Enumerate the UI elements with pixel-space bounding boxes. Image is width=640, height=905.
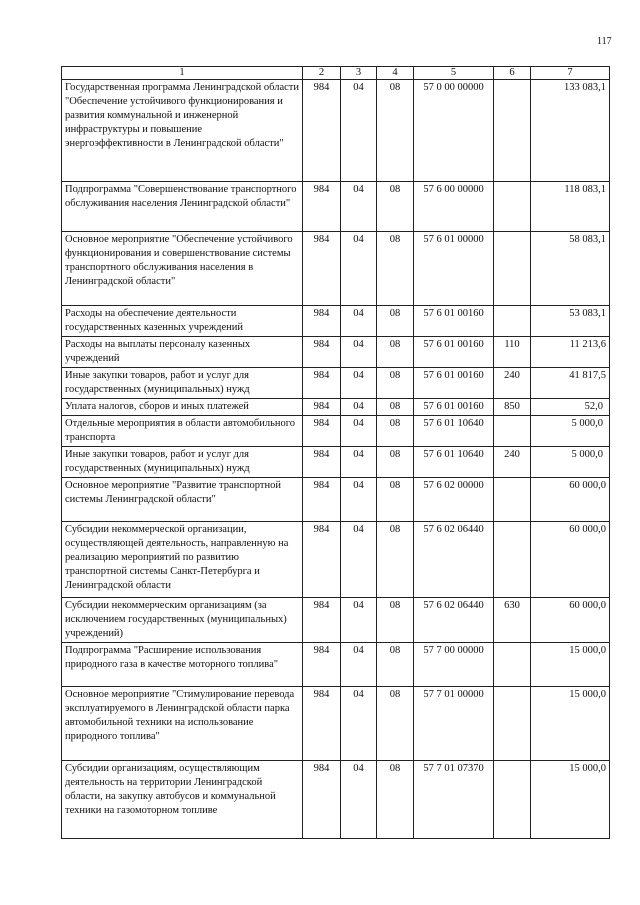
ministry-code: 984 — [303, 522, 341, 598]
section-code: 04 — [341, 598, 377, 643]
amount: 58 083,1 — [531, 232, 610, 306]
expense-type: 850 — [494, 399, 531, 416]
amount: 15 000,0 — [531, 761, 610, 839]
section-code: 04 — [341, 416, 377, 447]
target-code: 57 6 02 06440 — [414, 522, 494, 598]
table-row — [62, 478, 610, 522]
subsection-code: 08 — [377, 478, 414, 522]
table-row — [62, 447, 610, 478]
target-code: 57 6 01 10640 — [414, 416, 494, 447]
amount: 133 083,1 — [531, 80, 610, 182]
row-name: Субсидии некоммерческой организации, осуществляющей деятельность, направленную на реализацию мероприятий по развитию транспортной системы Санкт-Петербурга и Ленинградской области — [62, 522, 303, 598]
subsection-code: 08 — [377, 522, 414, 598]
table-row — [62, 598, 610, 643]
ministry-code: 984 — [303, 368, 341, 399]
subsection-code: 08 — [377, 598, 414, 643]
section-code: 04 — [341, 761, 377, 839]
table-row — [62, 368, 610, 399]
expense-type — [494, 80, 531, 182]
target-code: 57 7 01 07370 — [414, 761, 494, 839]
row-name: Субсидии некоммерческим организациям (за исключением государственных (муниципальных) учреждений) — [62, 598, 303, 643]
budget-table — [61, 66, 610, 839]
ministry-code: 984 — [303, 416, 341, 447]
row-name: Расходы на выплаты персоналу казенных учреждений — [62, 337, 303, 368]
table-row — [62, 643, 610, 687]
target-code: 57 6 02 00000 — [414, 478, 494, 522]
section-code: 04 — [341, 522, 377, 598]
expense-type: 240 — [494, 447, 531, 478]
section-code: 04 — [341, 232, 377, 306]
target-code: 57 6 02 06440 — [414, 598, 494, 643]
row-name: Уплата налогов, сборов и иных платежей — [62, 399, 303, 416]
subsection-code: 08 — [377, 337, 414, 368]
section-code: 04 — [341, 447, 377, 478]
target-code: 57 0 00 00000 — [414, 80, 494, 182]
table-row — [62, 399, 610, 416]
expense-type — [494, 478, 531, 522]
column-header: 4 — [377, 67, 414, 80]
subsection-code: 08 — [377, 232, 414, 306]
column-header: 5 — [414, 67, 494, 80]
row-name: Основное мероприятие "Обеспечение устойчивого функционирования и совершенствование системы транспортного обслуживания населения в Ленинградской области" — [62, 232, 303, 306]
expense-type — [494, 232, 531, 306]
target-code: 57 6 01 00160 — [414, 306, 494, 337]
target-code: 57 6 01 00000 — [414, 232, 494, 306]
expense-type — [494, 643, 531, 687]
expense-type — [494, 687, 531, 761]
subsection-code: 08 — [377, 80, 414, 182]
row-name: Государственная программа Ленинградской области "Обеспечение устойчивого функционирования и развития коммунальной и инженерной инфраструктуры и повышение энергоэффективности в Ленинградской области" — [62, 80, 303, 182]
ministry-code: 984 — [303, 643, 341, 687]
ministry-code: 984 — [303, 232, 341, 306]
column-header: 6 — [494, 67, 531, 80]
column-header: 1 — [62, 67, 303, 80]
amount: 15 000,0 — [531, 687, 610, 761]
subsection-code: 08 — [377, 687, 414, 761]
column-header: 7 — [531, 67, 610, 80]
subsection-code: 08 — [377, 447, 414, 478]
subsection-code: 08 — [377, 416, 414, 447]
row-name: Основное мероприятие "Стимулирование перевода эксплуатируемого в Ленинградской области парка автомобильной техники на использование природного топлива" — [62, 687, 303, 761]
row-name: Подпрограмма "Расширение использования природного газа в качестве моторного топлива" — [62, 643, 303, 687]
table-row — [62, 761, 610, 839]
row-name: Иные закупки товаров, работ и услуг для государственных (муниципальных) нужд — [62, 447, 303, 478]
row-name: Иные закупки товаров, работ и услуг для государственных (муниципальных) нужд — [62, 368, 303, 399]
expense-type — [494, 306, 531, 337]
row-name: Основное мероприятие "Развитие транспортной системы Ленинградской области" — [62, 478, 303, 522]
amount: 60 000,0 — [531, 478, 610, 522]
header-row — [62, 67, 610, 80]
target-code: 57 6 00 00000 — [414, 182, 494, 232]
expense-type — [494, 182, 531, 232]
amount: 41 817,5 — [531, 368, 610, 399]
row-name: Субсидии организациям, осуществляющим деятельность на территории Ленинградской области, на закупку автобусов и коммунальной техники на газомоторном топливе — [62, 761, 303, 839]
subsection-code: 08 — [377, 368, 414, 399]
subsection-code: 08 — [377, 761, 414, 839]
section-code: 04 — [341, 368, 377, 399]
target-code: 57 6 01 00160 — [414, 399, 494, 416]
amount: 53 083,1 — [531, 306, 610, 337]
amount: 118 083,1 — [531, 182, 610, 232]
row-name: Расходы на обеспечение деятельности государственных казенных учреждений — [62, 306, 303, 337]
expense-type — [494, 522, 531, 598]
ministry-code: 984 — [303, 598, 341, 643]
target-code: 57 6 01 10640 — [414, 447, 494, 478]
subsection-code: 08 — [377, 399, 414, 416]
column-header: 3 — [341, 67, 377, 80]
target-code: 57 7 01 00000 — [414, 687, 494, 761]
ministry-code: 984 — [303, 687, 341, 761]
section-code: 04 — [341, 687, 377, 761]
subsection-code: 08 — [377, 182, 414, 232]
ministry-code: 984 — [303, 337, 341, 368]
table-row — [62, 687, 610, 761]
table-row — [62, 522, 610, 598]
section-code: 04 — [341, 182, 377, 232]
subsection-code: 08 — [377, 643, 414, 687]
amount: 60 000,0 — [531, 598, 610, 643]
target-code: 57 6 01 00160 — [414, 337, 494, 368]
ministry-code: 984 — [303, 306, 341, 337]
table-row — [62, 306, 610, 337]
ministry-code: 984 — [303, 478, 341, 522]
section-code: 04 — [341, 478, 377, 522]
row-name: Подпрограмма "Совершенствование транспортного обслуживания населения Ленинградской области" — [62, 182, 303, 232]
target-code: 57 6 01 00160 — [414, 368, 494, 399]
section-code: 04 — [341, 306, 377, 337]
amount: 15 000,0 — [531, 643, 610, 687]
expense-type — [494, 761, 531, 839]
target-code: 57 7 00 00000 — [414, 643, 494, 687]
section-code: 04 — [341, 399, 377, 416]
expense-type: 240 — [494, 368, 531, 399]
amount: 60 000,0 — [531, 522, 610, 598]
table-row — [62, 182, 610, 232]
expense-type: 110 — [494, 337, 531, 368]
page-number: 117 — [597, 36, 612, 47]
amount: 5 000,0 — [531, 416, 610, 447]
section-code: 04 — [341, 80, 377, 182]
column-header: 2 — [303, 67, 341, 80]
section-code: 04 — [341, 337, 377, 368]
table-row — [62, 416, 610, 447]
expense-type: 630 — [494, 598, 531, 643]
ministry-code: 984 — [303, 80, 341, 182]
table-row — [62, 232, 610, 306]
table-row — [62, 337, 610, 368]
subsection-code: 08 — [377, 306, 414, 337]
ministry-code: 984 — [303, 447, 341, 478]
amount: 11 213,6 — [531, 337, 610, 368]
amount: 52,0 — [531, 399, 610, 416]
ministry-code: 984 — [303, 399, 341, 416]
expense-type — [494, 416, 531, 447]
row-name: Отдельные мероприятия в области автомобильного транспорта — [62, 416, 303, 447]
section-code: 04 — [341, 643, 377, 687]
ministry-code: 984 — [303, 182, 341, 232]
ministry-code: 984 — [303, 761, 341, 839]
table-row — [62, 80, 610, 182]
amount: 5 000,0 — [531, 447, 610, 478]
